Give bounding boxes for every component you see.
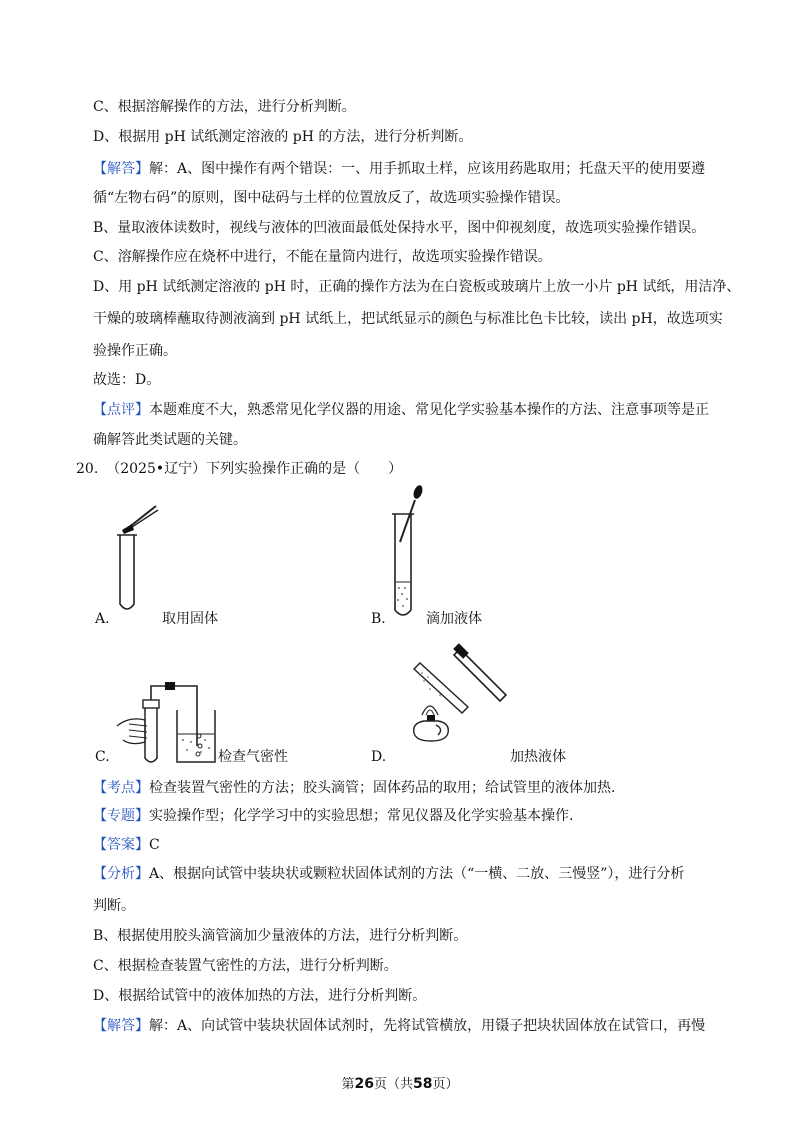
- page-footer: 第26页（共58页）: [341, 1076, 459, 1092]
- jieda-text: 解：A、向试管中装块状固体试剂时，先将试管横放，用镊子把块状固体放在试管口，再慢: [149, 1018, 706, 1034]
- daan-line: [93, 835, 160, 855]
- comment-line: 确解答此类试题的关键。: [93, 432, 247, 448]
- option-c-letter: C.: [95, 749, 110, 765]
- question-stem: [76, 459, 402, 479]
- answer-line: 验操作正确。: [93, 343, 177, 359]
- answer-line: [93, 159, 705, 179]
- figure-a-solid-tube: [110, 500, 170, 620]
- answer-choice: 故选：D。: [93, 372, 161, 388]
- option-a-letter: A.: [95, 611, 110, 627]
- answer-line: 循“左物右码”的原则，图中砝码与土样的位置放反了，故选项实验操作错误。: [93, 190, 570, 206]
- answer-line: D、用 pH 试纸测定溶液的 pH 时，正确的操作方法为在白瓷板或玻璃片上放一小片 pH 试纸，用洁净、: [93, 279, 741, 295]
- figure-d-heating: [400, 645, 510, 750]
- kaodian-text: 检查装置气密性的方法；胶头滴管；固体药品的取用；给试管里的液体加热.: [149, 780, 616, 796]
- option-d-caption: 加热液体: [510, 749, 566, 765]
- daan-text: C: [149, 837, 160, 853]
- kaodian-line: [93, 778, 615, 798]
- fenxi-line: [93, 864, 684, 884]
- analysis-line-d: D、根据用 pH 试纸测定溶液的 pH 的方法，进行分析判断。: [93, 129, 473, 145]
- daan-tag: 【答案】: [93, 837, 149, 853]
- question-number: 20.: [76, 461, 99, 477]
- fenxi-tag: 【分析】: [93, 866, 149, 882]
- answer-line: 干燥的玻璃棒蘸取待测液滴到 pH 试纸上，把试纸显示的颜色与标准比色卡比较，读出 pH，故选项实: [93, 311, 723, 327]
- zhuanti-text: 实验操作型；化学学习中的实验思想；常见仪器及化学实验基本操作.: [149, 808, 574, 824]
- figure-b-dropper-tube: [385, 482, 445, 622]
- option-c-caption: 检查气密性: [218, 749, 288, 765]
- page-number: 26: [354, 1076, 374, 1092]
- fenxi-line: B、根据使用胶头滴管滴加少量液体的方法，进行分析判断。: [93, 928, 468, 944]
- question-text: （2025•辽宁）下列实验操作正确的是（ ）: [106, 461, 403, 477]
- comment-line: [93, 400, 709, 420]
- kaodian-tag: 【考点】: [93, 780, 149, 796]
- answer-line: B、量取液体读数时，视线与液体的凹液面最低处保持水平，图中仰视刻度，故选项实验操作错误。: [93, 220, 706, 236]
- option-d-letter: D.: [371, 749, 387, 765]
- comment-text: 本题难度不大，熟悉常见化学仪器的用途、常见化学实验基本操作的方法、注意事项等是正: [149, 402, 709, 418]
- zhuanti-line: [93, 806, 573, 826]
- option-b-caption: 滴加液体: [426, 611, 482, 627]
- answer-text: 解：A、图中操作有两个错误：一、用手抓取土样，应该用药匙取用；托盘天平的使用要遵: [149, 161, 706, 177]
- fenxi-line: C、根据检查装置气密性的方法，进行分析判断。: [93, 958, 398, 974]
- option-b-letter: B.: [371, 611, 386, 627]
- analysis-line-c: C、根据溶解操作的方法，进行分析判断。: [93, 99, 356, 115]
- page-total: 58: [413, 1076, 433, 1092]
- option-a-caption: 取用固体: [162, 611, 218, 627]
- comment-tag: 【点评】: [93, 402, 149, 418]
- fenxi-line: D、根据给试管中的液体加热的方法，进行分析判断。: [93, 988, 427, 1004]
- fenxi-line: 判断。: [93, 898, 135, 914]
- answer-line: C、溶解操作应在烧杯中进行，不能在量筒内进行，故选项实验操作错误。: [93, 249, 552, 265]
- zhuanti-tag: 【专题】: [93, 808, 149, 824]
- answer-tag: 【解答】: [93, 161, 149, 177]
- jieda-line: [93, 1016, 705, 1036]
- figure-c-airtightness: [115, 676, 225, 766]
- fenxi-text: A、根据向试管中装块状或颗粒状固体试剂的方法（“一横、二放、三慢竖”），进行分析: [149, 866, 685, 882]
- jieda-tag: 【解答】: [93, 1018, 149, 1034]
